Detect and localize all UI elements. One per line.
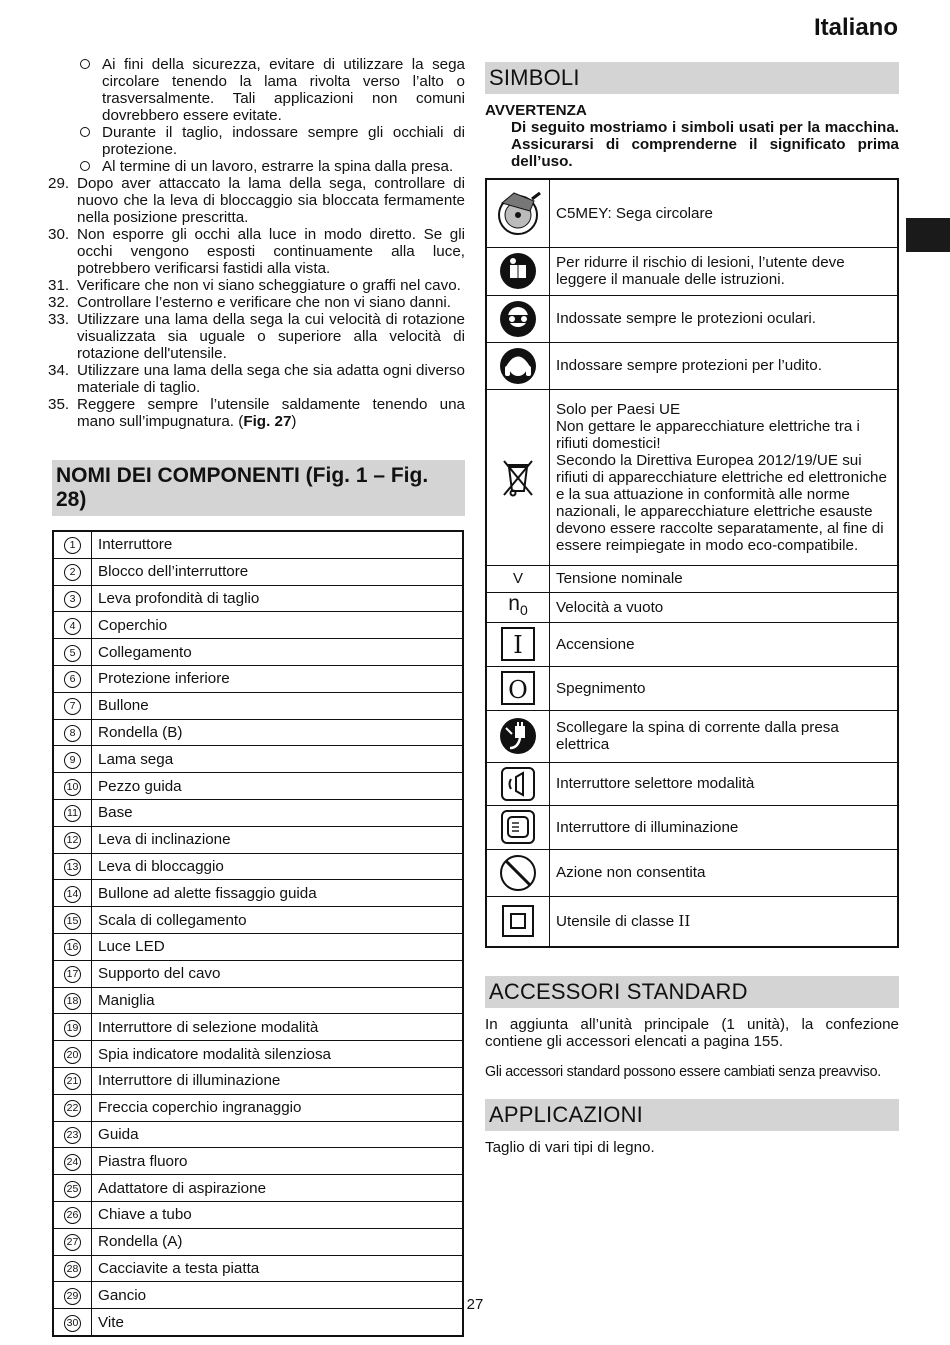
item-text: Utilizzare una lama della sega la cui velocità di rotazione visualizzata sia uguale o superiore alla velocità di rotazione dell'utensile. — [77, 311, 465, 362]
component-label: Chiave a tubo — [92, 1201, 464, 1228]
symbol-row — [486, 342, 898, 389]
component-label: Collegamento — [92, 639, 464, 666]
weee-bin-icon-cell — [486, 389, 550, 565]
circular-saw-icon — [487, 187, 549, 239]
symbol-row — [486, 179, 898, 247]
component-number: 24 — [64, 1154, 81, 1171]
switch-on-icon — [487, 627, 549, 661]
speed-subscript: 0 — [519, 602, 528, 619]
component-number-cell — [53, 987, 92, 1014]
component-row — [53, 531, 463, 558]
safety-goggles-icon-cell — [486, 295, 550, 342]
symbols-heading: SIMBOLI — [485, 62, 899, 94]
component-row — [53, 987, 463, 1014]
component-number: 10 — [64, 779, 81, 796]
warning-title: AVVERTENZA — [485, 102, 587, 119]
item-number: 30. — [48, 226, 70, 243]
no-load-speed-symbol — [508, 591, 528, 619]
component-number-cell — [53, 1067, 92, 1094]
symbol-description: Scollegare la spina di corrente dalla presa elettrica — [550, 710, 899, 762]
class-ii-icon — [487, 904, 549, 938]
component-label: Vite — [92, 1309, 464, 1336]
symbol-row — [486, 622, 898, 666]
component-label: Piastra fluoro — [92, 1148, 464, 1175]
accessories-text: In aggiunta all’unità principale (1 unità), la confezione contiene gli accessori elencati a pagina 155. — [485, 1016, 899, 1050]
component-number-cell — [53, 907, 92, 934]
safety-numbered-item — [48, 277, 465, 294]
symbol-row — [486, 762, 898, 805]
item-number: 29. — [48, 175, 70, 192]
symbol-row — [486, 710, 898, 762]
component-number: 14 — [64, 886, 81, 903]
component-number: 13 — [64, 859, 81, 876]
symbol-description: Tensione nominale — [550, 565, 899, 592]
item-text-end: ) — [291, 413, 297, 430]
no-load-speed-symbol-cell — [486, 592, 550, 622]
component-number: 8 — [64, 725, 81, 742]
component-row — [53, 612, 463, 639]
component-number-cell — [53, 960, 92, 987]
component-number-cell — [53, 880, 92, 907]
component-number: 23 — [64, 1127, 81, 1144]
component-row — [53, 558, 463, 585]
component-row — [53, 907, 463, 934]
component-row — [53, 933, 463, 960]
item-number: 31. — [48, 277, 70, 294]
component-row — [53, 1041, 463, 1068]
component-row — [53, 1255, 463, 1282]
component-number: 7 — [64, 698, 81, 715]
weee-bin-icon — [487, 457, 549, 497]
component-number: 18 — [64, 993, 81, 1010]
component-number-cell — [53, 746, 92, 773]
page-number: 27 — [466, 1296, 484, 1313]
safety-numbered-item — [48, 175, 465, 226]
component-label: Blocco dell’interruttore — [92, 558, 464, 585]
light-switch-icon — [487, 810, 549, 844]
component-label: Bullone — [92, 692, 464, 719]
component-number: 6 — [64, 671, 81, 688]
safety-goggles-icon — [487, 299, 549, 339]
item-text: Reggere sempre l’utensile saldamente tenendo una mano sull’impugnatura. ( — [77, 396, 465, 430]
symbol-description: Indossare sempre protezioni per l’udito. — [550, 342, 899, 389]
component-label: Lama sega — [92, 746, 464, 773]
component-number: 11 — [64, 805, 81, 822]
component-label: Bullone ad alette fissaggio guida — [92, 880, 464, 907]
warning-text: Di seguito mostriamo i simboli usati per la macchina. Assicurarsi di comprenderne il significato prima dell’uso. — [511, 119, 899, 170]
voltage-symbol: V — [512, 570, 523, 587]
component-number-cell — [53, 585, 92, 612]
right-column — [485, 62, 899, 1156]
symbol-description: Interruttore selettore modalità — [550, 762, 899, 805]
item-text: Dopo aver attaccato la lama della sega, controllare di nuovo che la leva di bloccaggio sia bloccata fermamente nella posizione prescritta. — [77, 175, 465, 226]
component-label: Spia indicatore modalità silenziosa — [92, 1041, 464, 1068]
class-ii-icon-cell — [486, 896, 550, 947]
component-number: 20 — [64, 1047, 81, 1064]
light-switch-icon-cell — [486, 805, 550, 849]
component-label: Leva di bloccaggio — [92, 853, 464, 880]
unplug-icon-cell — [486, 710, 550, 762]
symbols-table — [485, 178, 899, 948]
item-number: 35. — [48, 396, 70, 413]
item-text: Utilizzare una lama della sega che sia adatta ogni diverso materiale di taglio. — [77, 362, 465, 396]
circular-saw-icon-cell — [486, 179, 550, 247]
unplug-icon — [487, 716, 549, 756]
components-heading: NOMI DEI COMPONENTI (Fig. 1 – Fig. 28) — [52, 460, 465, 516]
component-number-cell — [53, 1121, 92, 1148]
component-number: 16 — [64, 939, 81, 956]
component-row — [53, 880, 463, 907]
accessories-notice: Gli accessori standard possono essere cambiati senza preavviso. — [485, 1064, 881, 1080]
symbol-row — [486, 666, 898, 710]
symbol-description: Velocità a vuoto — [550, 592, 899, 622]
component-label: Coperchio — [92, 612, 464, 639]
component-row — [53, 826, 463, 853]
section-tab-marker — [906, 218, 950, 252]
component-number: 1 — [64, 537, 81, 554]
component-row — [53, 1175, 463, 1202]
switch-off-icon — [487, 671, 549, 705]
component-number-cell — [53, 853, 92, 880]
symbol-row — [486, 565, 898, 592]
component-row — [53, 1148, 463, 1175]
component-number: 2 — [64, 564, 81, 581]
component-row — [53, 799, 463, 826]
applications-text: Taglio di vari tipi di legno. — [485, 1139, 655, 1156]
component-label: Guida — [92, 1121, 464, 1148]
component-number-cell — [53, 558, 92, 585]
component-number: 9 — [64, 752, 81, 769]
component-row — [53, 585, 463, 612]
prohibited-icon-cell — [486, 849, 550, 896]
left-column — [48, 56, 465, 1337]
component-number: 19 — [64, 1020, 81, 1037]
component-number: 22 — [64, 1100, 81, 1117]
component-number-cell — [53, 933, 92, 960]
safety-numbered-item — [48, 311, 465, 362]
component-number-cell — [53, 665, 92, 692]
component-row — [53, 665, 463, 692]
component-label: Protezione inferiore — [92, 665, 464, 692]
symbol-row — [486, 592, 898, 622]
component-number-cell — [53, 1228, 92, 1255]
item-text: Verificare che non vi siano scheggiature o graffi nel cavo. — [77, 277, 461, 294]
component-label: Supporto del cavo — [92, 960, 464, 987]
symbol-row — [486, 247, 898, 295]
symbol-description: Per ridurre il rischio di lesioni, l’utente deve leggere il manuale delle istruzioni. — [550, 247, 899, 295]
symbol-description: Solo per Paesi UE Non gettare le apparecchiature elettriche tra i rifiuti domestici! Secondo la Direttiva Europea 2012/19/UE sui rifiuti di apparecchiature elettriche ed elettroniche e la sua attuazione in conformità alle norme nazionali, le apparecchiature elettriche esauste devono essere raccolte separatamente, al fine di essere reimpiegate in modo eco-compatibile. — [550, 389, 899, 565]
read-manual-icon — [487, 251, 549, 291]
switch-on-icon-cell — [486, 622, 550, 666]
component-number: 3 — [64, 591, 81, 608]
symbol-row — [486, 896, 898, 947]
component-number-cell — [53, 1094, 92, 1121]
component-row — [53, 1067, 463, 1094]
component-row — [53, 853, 463, 880]
component-number-cell — [53, 1041, 92, 1068]
component-number-cell — [53, 639, 92, 666]
svg-text:O: O — [508, 676, 528, 704]
component-row — [53, 960, 463, 987]
safety-numbered-item — [48, 396, 465, 430]
ear-protection-icon-cell — [486, 342, 550, 389]
component-row — [53, 639, 463, 666]
symbol-row — [486, 849, 898, 896]
component-number: 15 — [64, 913, 81, 930]
component-number: 27 — [64, 1234, 81, 1251]
switch-off-icon-cell — [486, 666, 550, 710]
item-text: Non esporre gli occhi alla luce in modo diretto. Se gli occhi vengono esposti continuamente alla luce, potrebbero verificarsi fastidi alla vista. — [77, 226, 465, 277]
applications-heading: APPLICAZIONI — [485, 1099, 899, 1131]
prohibited-icon — [487, 853, 549, 893]
component-row — [53, 1121, 463, 1148]
safety-numbered-item — [48, 294, 465, 311]
component-label: Interruttore di illuminazione — [92, 1067, 464, 1094]
component-label: Interruttore — [92, 531, 464, 558]
item-number: 32. — [48, 294, 70, 311]
accessories-heading: ACCESSORI STANDARD — [485, 976, 899, 1008]
component-number: 21 — [64, 1073, 81, 1090]
safety-bullet-item: Al termine di un lavoro, estrarre la spina dalla presa. — [52, 158, 465, 175]
ear-protection-icon — [487, 346, 549, 386]
component-number-cell — [53, 1255, 92, 1282]
components-table — [52, 530, 464, 1337]
component-row — [53, 746, 463, 773]
component-number-cell — [53, 826, 92, 853]
component-row — [53, 692, 463, 719]
safety-list — [48, 56, 465, 430]
component-label: Maniglia — [92, 987, 464, 1014]
component-row — [53, 1228, 463, 1255]
component-label: Adattatore di aspirazione — [92, 1175, 464, 1202]
mode-switch-icon-cell — [486, 762, 550, 805]
component-number: 12 — [64, 832, 81, 849]
symbol-description: C5MEY: Sega circolare — [550, 179, 899, 247]
symbol-description: Spegnimento — [550, 666, 899, 710]
component-number-cell — [53, 773, 92, 800]
component-number-cell — [53, 719, 92, 746]
component-number: 17 — [64, 966, 81, 983]
component-label: Gancio — [92, 1282, 464, 1309]
component-label: Freccia coperchio ingranaggio — [92, 1094, 464, 1121]
mode-switch-icon — [487, 767, 549, 801]
safety-bullet-item: Durante il taglio, indossare sempre gli occhiali di protezione. — [52, 124, 465, 158]
symbol-description: Azione non consentita — [550, 849, 899, 896]
component-number-cell — [53, 531, 92, 558]
component-number-cell — [53, 692, 92, 719]
component-number: 4 — [64, 618, 81, 635]
component-label: Leva profondità di taglio — [92, 585, 464, 612]
symbol-description: Interruttore di illuminazione — [550, 805, 899, 849]
component-row — [53, 1014, 463, 1041]
safety-bullet-item: Ai fini della sicurezza, evitare di utilizzare la sega circolare tenendo la lama rivolta verso l’alto o trasversalmente. Tali applicazioni non comuni dovrebbero essere evitate. — [52, 56, 465, 124]
svg-text:I: I — [513, 631, 523, 659]
component-label: Scala di collegamento — [92, 907, 464, 934]
roman-numeral: II — [678, 911, 691, 930]
symbol-description — [550, 896, 899, 947]
component-label: Leva di inclinazione — [92, 826, 464, 853]
symbol-row — [486, 389, 898, 565]
figure-reference: Fig. 27 — [243, 413, 292, 430]
component-row — [53, 773, 463, 800]
component-label: Cacciavite a testa piatta — [92, 1255, 464, 1282]
component-number-cell — [53, 1148, 92, 1175]
item-text: Controllare l’esterno e verificare che non vi siano danni. — [77, 294, 451, 311]
component-number: 30 — [64, 1315, 81, 1332]
symbol-row — [486, 295, 898, 342]
safety-numbered-item — [48, 362, 465, 396]
component-number: 25 — [64, 1181, 81, 1198]
component-label: Rondella (B) — [92, 719, 464, 746]
component-row — [53, 1094, 463, 1121]
component-label: Pezzo guida — [92, 773, 464, 800]
component-number-cell — [53, 1201, 92, 1228]
speed-n: n — [508, 591, 520, 615]
component-number: 28 — [64, 1261, 81, 1278]
read-manual-icon-cell — [486, 247, 550, 295]
component-label: Interruttore di selezione modalità — [92, 1014, 464, 1041]
item-number: 34. — [48, 362, 70, 379]
component-number-cell — [53, 799, 92, 826]
item-number: 33. — [48, 311, 70, 328]
component-label: Rondella (A) — [92, 1228, 464, 1255]
component-number: 5 — [64, 645, 81, 662]
component-number-cell — [53, 1014, 92, 1041]
symbol-text: Utensile di classe — [556, 912, 679, 930]
symbol-description: Indossate sempre le protezioni oculari. — [550, 295, 899, 342]
voltage-symbol-cell — [486, 565, 550, 592]
language-label: Italiano — [813, 14, 898, 41]
component-number: 29 — [64, 1288, 81, 1305]
component-number-cell — [53, 612, 92, 639]
component-label: Luce LED — [92, 933, 464, 960]
symbol-row — [486, 805, 898, 849]
safety-numbered-item — [48, 226, 465, 277]
component-row — [53, 1201, 463, 1228]
component-row — [53, 719, 463, 746]
symbol-description: Accensione — [550, 622, 899, 666]
component-number-cell — [53, 1175, 92, 1202]
component-number: 26 — [64, 1207, 81, 1224]
component-label: Base — [92, 799, 464, 826]
